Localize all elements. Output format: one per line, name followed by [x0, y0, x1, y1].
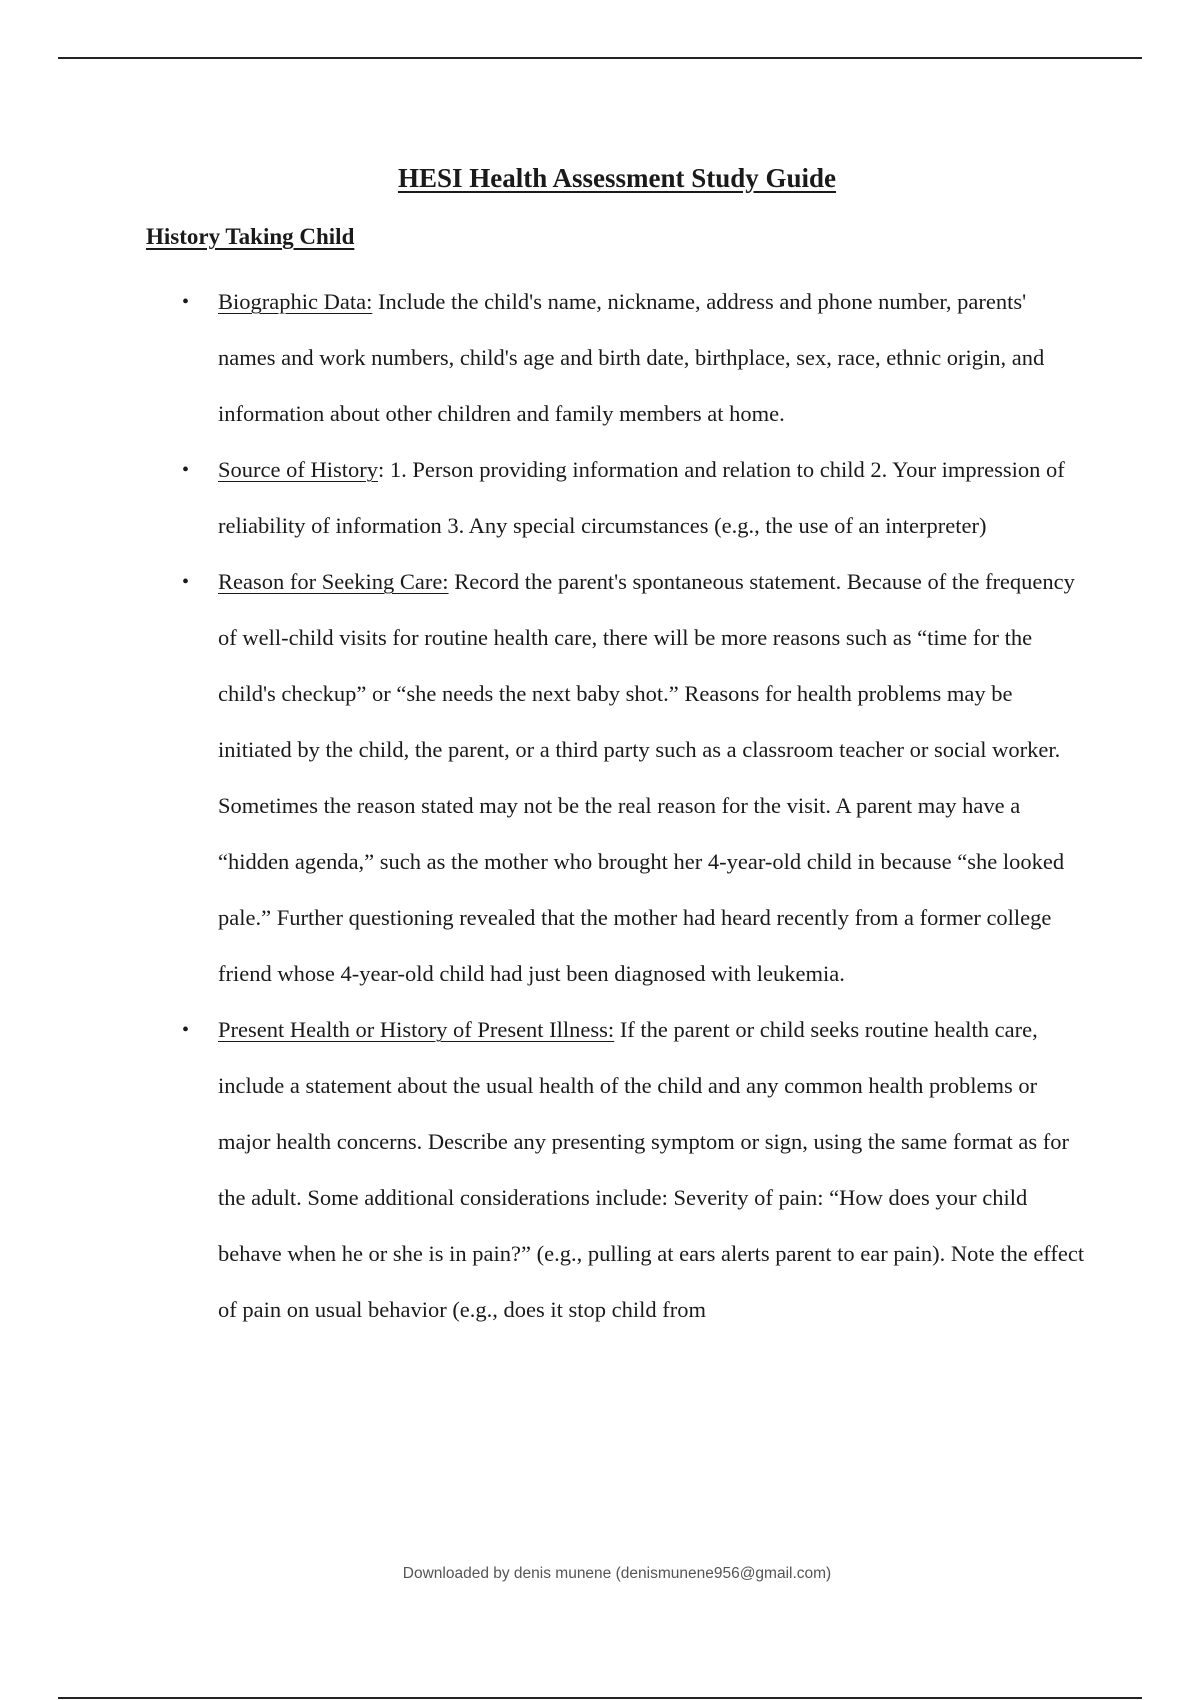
download-footer: Downloaded by denis munene (denismunene956@gmail.com)	[402, 1565, 832, 1582]
bullet-dot-icon: •	[182, 291, 190, 313]
bullet-term: Present Health or History of Present Illness:	[218, 1017, 615, 1042]
bullet-term: Biographic Data:	[218, 289, 373, 314]
bullet-list	[182, 274, 1088, 1338]
bullet-text: : 1. Person providing information and relation to child 2. Your impression of reliability of information 3. Any special circumstances (e.g., the use of an interpreter)	[218, 457, 1065, 538]
bullet-dot-icon: •	[182, 571, 190, 593]
bullet-dot-icon: •	[182, 459, 190, 481]
bullet-text: Include the child's name, nickname, address and phone number, parents' names and work numbers, child's age and birth date, birthplace, sex, race, ethnic origin, and information about other children and family members at home.	[218, 289, 1045, 426]
bullet-term: Reason for Seeking Care:	[218, 569, 449, 594]
section-heading: History Taking Child	[146, 224, 355, 249]
bullet-biographic-data	[182, 274, 1088, 442]
document-title: HESI Health Assessment Study Guide	[397, 163, 837, 194]
bullet-source-of-history	[182, 442, 1088, 554]
bullet-text: If the parent or child seeks routine health care, include a statement about the usual health of the child and any common health problems or major health concerns. Describe any presenting symptom or sign, using the same format as for the adult. Some additional considerations include: Severity of pain: “How does your child behave when he or she is in pain?” (e.g., pulling at ears alerts parent to ear pain). Note the effect of pain on usual behavior (e.g., does it stop child from	[218, 1017, 1085, 1322]
bullet-text: Record the parent's spontaneous statement. Because of the frequency of well-child visits for routine health care, there will be more reasons such as “time for the child's checkup” or “she needs the next baby shot.” Reasons for health problems may be initiated by the child, the parent, or a third party such as a classroom teacher or social worker. Sometimes the reason stated may not be the real reason for the visit. A parent may have a “hidden agenda,” such as the mother who brought her 4-year-old child in because “she looked pale.” Further questioning revealed that the mother had heard recently from a former college friend whose 4-year-old child had just been diagnosed with leukemia.	[218, 569, 1075, 986]
bullet-reason-for-seeking-care	[182, 554, 1088, 1002]
bottom-rule	[58, 1697, 1142, 1699]
bullet-dot-icon: •	[182, 1019, 190, 1041]
top-rule	[58, 57, 1142, 59]
bullet-term: Source of History	[218, 457, 378, 482]
bullet-present-health	[182, 1002, 1088, 1338]
